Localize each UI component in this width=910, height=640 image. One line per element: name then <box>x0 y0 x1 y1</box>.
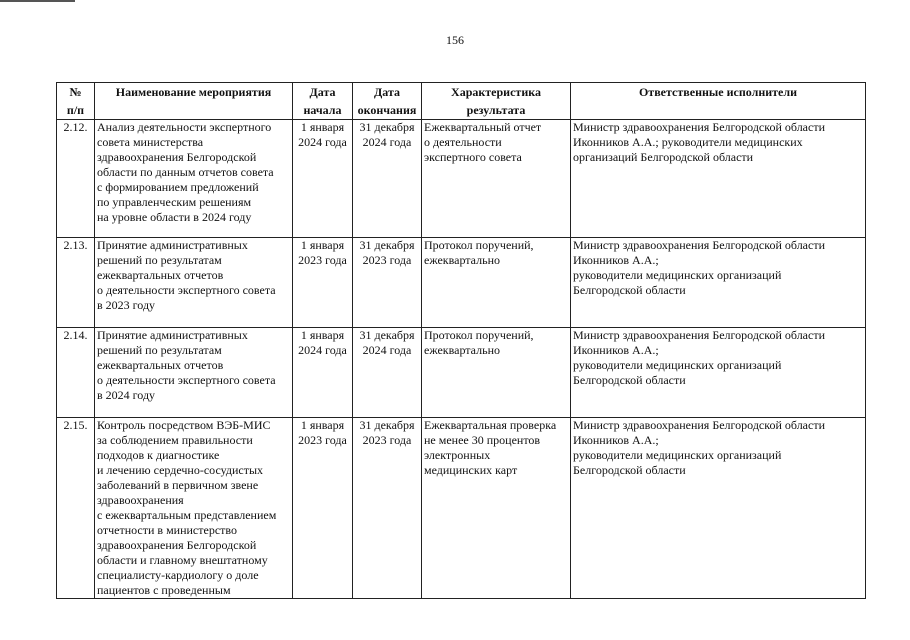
result-description: Протокол поручений, ежеквартально <box>422 238 571 328</box>
header-end-date: Дата окончания <box>353 83 422 120</box>
end-date: 31 декабря 2023 года <box>353 238 422 328</box>
result-description: Ежеквартальная проверка не менее 30 процентов электронных медицинских карт <box>422 418 571 599</box>
table-row <box>57 120 866 238</box>
page-number: 156 <box>446 33 464 47</box>
table-row <box>57 418 866 599</box>
table-row <box>57 238 866 328</box>
start-date: 1 января 2023 года <box>293 238 353 328</box>
header-responsible: Ответственные исполнители <box>571 83 866 120</box>
activity-name: Анализ деятельности экспертного совета министерства здравоохранения Белгородской области по данным отчетов совета с формированием предложений по управленческим решениям на уровне области в 2024 году <box>95 120 293 238</box>
start-date: 1 января 2024 года <box>293 120 353 238</box>
responsible-persons: Министр здравоохранения Белгородской области Иконников А.А.; руководители медицинских организаций Белгородской области <box>571 328 866 418</box>
row-number: 2.12. <box>57 120 95 238</box>
header-num: № п/п <box>57 83 95 120</box>
activity-name: Принятие административных решений по результатам ежеквартальных отчетов о деятельности экспертного совета в 2024 году <box>95 328 293 418</box>
table-header-row <box>57 83 866 120</box>
activity-name: Принятие административных решений по результатам ежеквартальных отчетов о деятельности экспертного совета в 2023 году <box>95 238 293 328</box>
end-date: 31 декабря 2024 года <box>353 328 422 418</box>
header-result: Характеристика результата <box>422 83 571 120</box>
row-number: 2.14. <box>57 328 95 418</box>
responsible-persons: Министр здравоохранения Белгородской области Иконников А.А.; руководители медицинских организаций Белгородской области <box>571 120 866 238</box>
start-date: 1 января 2024 года <box>293 328 353 418</box>
header-start-date: Дата начала <box>293 83 353 120</box>
row-number: 2.13. <box>57 238 95 328</box>
scan-edge-mark <box>0 0 75 2</box>
row-number: 2.15. <box>57 418 95 599</box>
activity-plan-table <box>56 82 866 599</box>
end-date: 31 декабря 2024 года <box>353 120 422 238</box>
result-description: Протокол поручений, ежеквартально <box>422 328 571 418</box>
start-date: 1 января 2023 года <box>293 418 353 599</box>
end-date: 31 декабря 2023 года <box>353 418 422 599</box>
result-description: Ежеквартальный отчет о деятельности экспертного совета <box>422 120 571 238</box>
header-name: Наименование мероприятия <box>95 83 293 120</box>
table-row <box>57 328 866 418</box>
activity-name: Контроль посредством ВЭБ-МИС за соблюдением правильности подходов к диагностике и лечению сердечно-сосудистых заболеваний в первичном звене здравоохранения с ежеквартальным представлением отчетности в министерство здравоохранения Белгородской области и главному внештатному специалисту-кардиологу о доле пациентов с проведенным <box>95 418 293 599</box>
responsible-persons: Министр здравоохранения Белгородской области Иконников А.А.; руководители медицинских организаций Белгородской области <box>571 238 866 328</box>
responsible-persons: Министр здравоохранения Белгородской области Иконников А.А.; руководители медицинских организаций Белгородской области <box>571 418 866 599</box>
